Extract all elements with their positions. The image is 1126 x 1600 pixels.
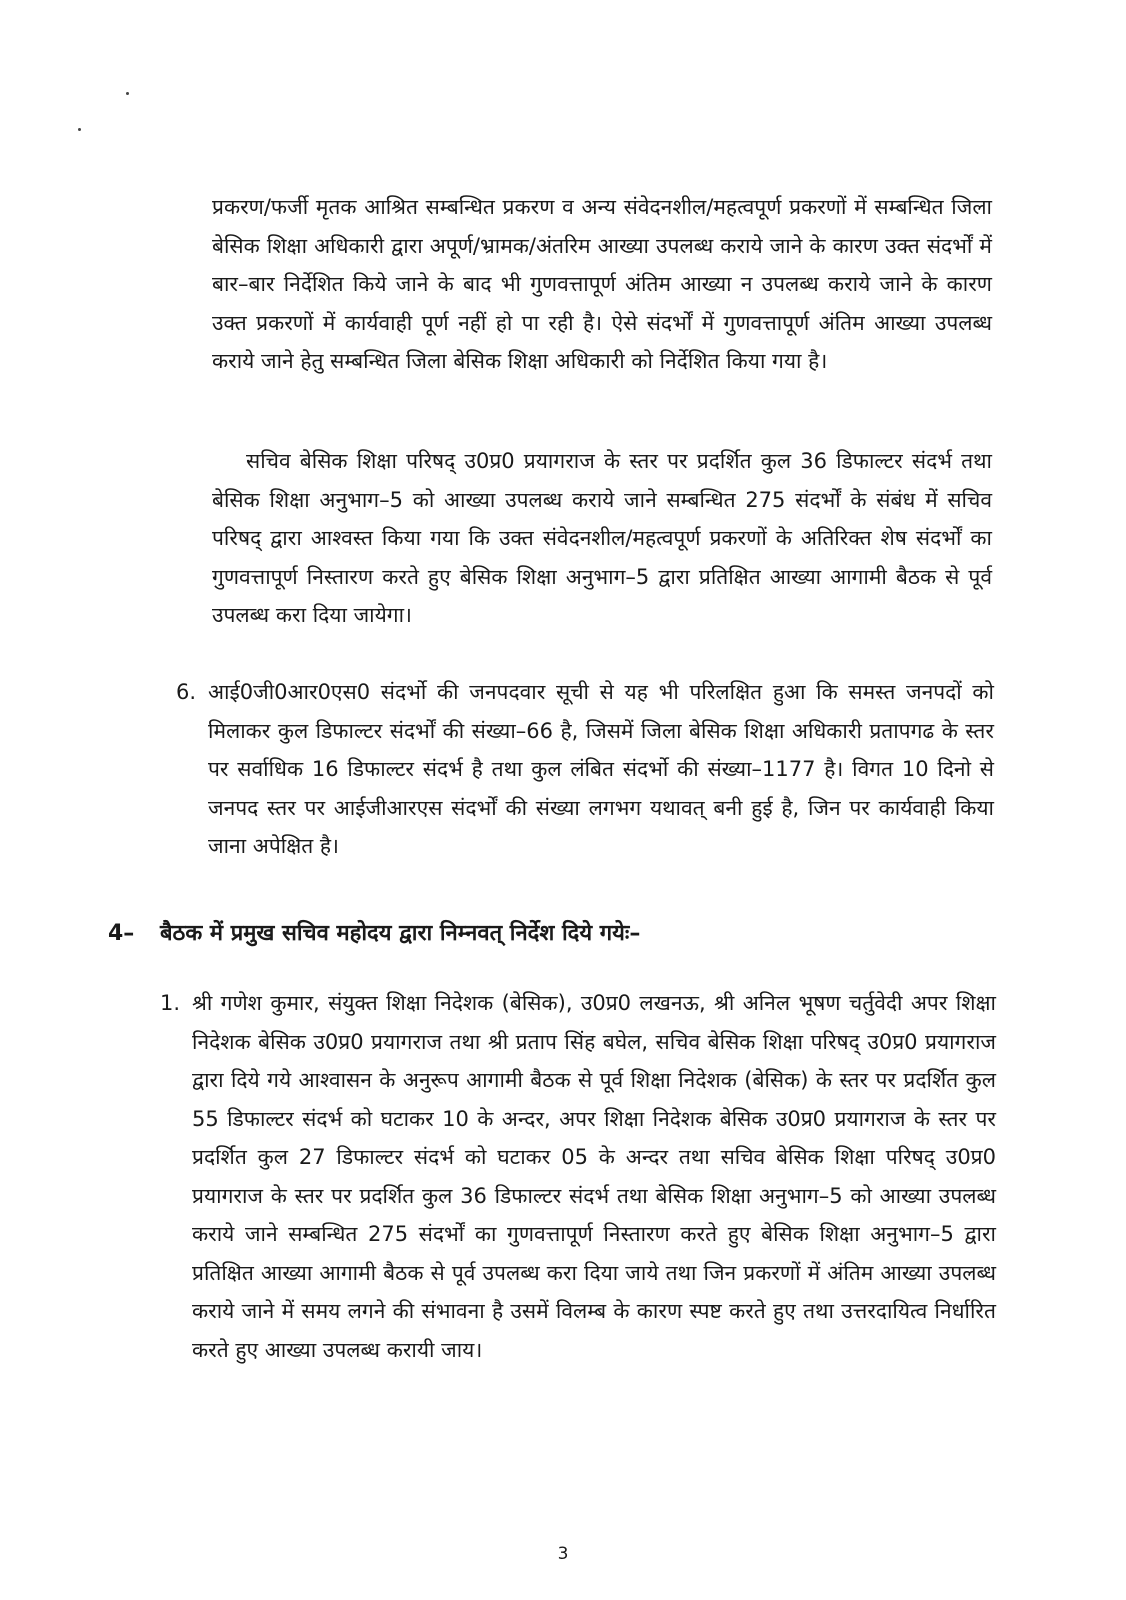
list-item-number: 1. [160,991,181,1015]
section-number: 4– [108,921,135,946]
section-heading [108,918,640,950]
list-item-number: 6. [176,680,197,704]
list-item-text: आई0जी0आर0एस0 संदर्भो की जनपदवार सूची से यह भी परिलक्षित हुआ कि समस्त जनपदों को मिलाकर कुल डिफाल्टर संदर्भों की संख्या–66 है, जिसमें जिला बेसिक शिक्षा अधिकारी प्रतापगढ के स्तर पर सर्वाधिक 16 डिफाल्टर संदर्भ है तथा कुल लंबित संदर्भो की संख्या–1177 है। विगत 10 दिनो से जनपद स्तर पर आईजीआरएस संदर्भों की संख्या लगभग यथावत् बनी हुई है, जिन पर कार्यवाही किया जाना अपेक्षित है। [208,680,994,858]
section-title: बैठक में प्रमुख सचिव महोदय द्वारा निम्नवत् निर्देश दिये गयेः– [160,921,641,946]
list-item-1 [160,984,996,1369]
page-number: 3 [557,1544,569,1564]
scan-mark [126,92,129,95]
list-item-text: श्री गणेश कुमार, संयुक्त शिक्षा निदेशक (बेसिक), उ0प्र0 लखनऊ, श्री अनिल भूषण चर्तुवेदी अपर शिक्षा निदेशक बेसिक उ0प्र0 प्रयागराज तथा श्री प्रताप सिंह बघेल, सचिव बेसिक शिक्षा परिषद् उ0प्र0 प्रयागराज द्वारा दिये गये आश्वासन के अनुरूप आगामी बैठक से पूर्व शिक्षा निदेशक (बेसिक) के स्तर पर प्रदर्शित कुल 55 डिफाल्टर संदर्भ को घटाकर 10 के अन्दर, अपर शिक्षा निदेशक बेसिक उ0प्र0 प्रयागराज के स्तर पर प्रदर्शित कुल 27 डिफाल्टर संदर्भ को घटाकर 05 के अन्दर तथा सचिव बेसिक शिक्षा परिषद् उ0प्र0 प्रयागराज के स्तर पर प्रदर्शित कुल 36 डिफाल्टर संदर्भ तथा बेसिक शिक्षा अनुभाग–5 को आख्या उपलब्ध कराये जाने सम्बन्धित 275 संदर्भों का गुणवत्तापूर्ण निस्तारण करते हुए बेसिक शिक्षा अनुभाग–5 द्वारा प्रतिक्षित आख्या आगामी बैठक से पूर्व उपलब्ध करा दिया जाये तथा जिन प्रकरणों में अंतिम आख्या उपलब्ध कराये जाने में समय लगने की संभावना है उसमें विलम्ब के कारण स्पष्ट करते हुए तथा उत्तरदायित्व निर्धारित करते हुए आख्या उपलब्ध करायी जाय। [192,991,996,1362]
scan-mark [78,128,81,131]
list-item-6 [176,673,994,866]
paragraph-continuation: प्रकरण/फर्जी मृतक आश्रित सम्बन्धित प्रकरण व अन्य संवेदनशील/महत्वपूर्ण प्रकरणों में सम्बन्धित जिला बेसिक शिक्षा अधिकारी द्वारा अपूर्ण/भ्रामक/अंतरिम आख्या उपलब्ध कराये जाने के कारण उक्त संदर्भों में बार–बार निर्देशित किये जाने के बाद भी गुणवत्तापूर्ण अंतिम आख्या न उपलब्ध कराये जाने के कारण उक्त प्रकरणों में कार्यवाही पूर्ण नहीं हो पा रही है। ऐसे संदर्भों में गुणवत्तापूर्ण अंतिम आख्या उपलब्ध कराये जाने हेतु सम्बन्धित जिला बेसिक शिक्षा अधिकारी को निर्देशित किया गया है। [212,195,992,373]
paragraph-secretary-assurance: सचिव बेसिक शिक्षा परिषद् उ0प्र0 प्रयागराज के स्तर पर प्रदर्शित कुल 36 डिफाल्टर संदर्भ तथा बेसिक शिक्षा अनुभाग–5 को आख्या उपलब्ध कराये जाने सम्बन्धित 275 संदर्भों के संबंध में सचिव परिषद् द्वारा आश्वस्त किया गया कि उक्त संवेदनशील/महत्वपूर्ण प्रकरणों के अतिरिक्त शेष संदर्भों का गुणवत्तापूर्ण निस्तारण करते हुए बेसिक शिक्षा अनुभाग–5 द्वारा प्रतिक्षित आख्या आगामी बैठक से पूर्व उपलब्ध करा दिया जायेगा। [212,449,992,627]
